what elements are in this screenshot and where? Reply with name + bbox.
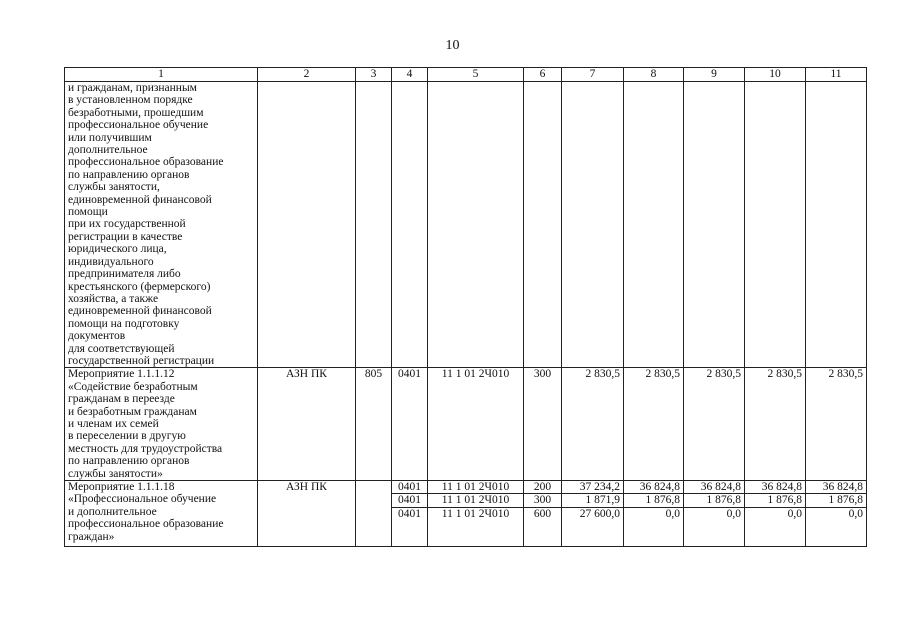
column-header: 1: [65, 68, 258, 82]
table-row-measure-1-1-1-12: [65, 368, 867, 481]
amount-cell: 2 830,5: [806, 368, 867, 481]
column-header: 5: [428, 68, 524, 82]
column-header: 11: [806, 68, 867, 82]
target-code-cell: 11 1 01 2Ч010: [428, 481, 524, 494]
description-line: или получившим: [68, 131, 152, 144]
description-line: дополнительное: [68, 144, 148, 157]
column-header: 8: [624, 68, 684, 82]
description-line: и членам их семей: [68, 417, 159, 430]
description-line: Мероприятие 1.1.1.12: [68, 368, 175, 381]
table-row-continuation: [65, 82, 867, 368]
amount-cell: 36 824,8: [806, 481, 867, 494]
amount-cell: 2 830,5: [624, 368, 684, 481]
amount-cell: 36 824,8: [624, 481, 684, 494]
table-row-measure-1-1-1-18: [65, 481, 867, 494]
amount-cell: 1 876,8: [624, 494, 684, 507]
description-line: крестьянского (фермерского): [68, 280, 211, 293]
section-code-cell: 0401: [392, 494, 428, 507]
empty-cell: [356, 82, 392, 368]
description-line: государственной регистрации: [68, 354, 215, 367]
description-line: помощи: [68, 206, 108, 219]
description-line: местность для трудоустройства: [68, 442, 223, 455]
description-line: в установленном порядке: [68, 94, 193, 107]
amount-cell: 2 830,5: [745, 368, 806, 481]
amount-cell: 1 871,9: [562, 494, 624, 507]
column-header: 3: [356, 68, 392, 82]
target-code-cell: 11 1 01 2Ч010: [428, 507, 524, 546]
measure-description: [65, 481, 258, 547]
empty-cell: [524, 82, 562, 368]
column-header: 6: [524, 68, 562, 82]
empty-cell: [684, 82, 745, 368]
empty-cell: [806, 82, 867, 368]
description-line: службы занятости»: [68, 467, 163, 480]
description-line: по направлению органов: [68, 455, 190, 468]
section-code-cell: 0401: [392, 507, 428, 546]
description-line: профессиональное образование: [68, 518, 224, 531]
agency-cell: АЗН ПК: [258, 481, 356, 547]
continuation-description: [65, 82, 258, 368]
description-line: помощи на подготовку: [68, 317, 180, 330]
description-line: при их государственной: [68, 218, 186, 231]
description-line: в переселении в другую: [68, 430, 186, 443]
budget-table: [64, 67, 867, 547]
amount-cell: 1 876,8: [684, 494, 745, 507]
measure-description: [65, 368, 258, 481]
description-line: документов: [68, 330, 126, 343]
expense-type-cell: 200: [524, 481, 562, 494]
description-line: единовременной финансовой: [68, 305, 212, 318]
amount-cell: 1 876,8: [745, 494, 806, 507]
description-line: Мероприятие 1.1.1.18: [68, 481, 175, 493]
column-header: 9: [684, 68, 745, 82]
section-code-cell: 0401: [392, 368, 428, 481]
expense-type-cell: 300: [524, 494, 562, 507]
description-line: и безработным гражданам: [68, 405, 197, 418]
amount-cell: 2 830,5: [562, 368, 624, 481]
description-line: «Профессиональное обучение: [68, 493, 217, 506]
empty-cell: [624, 82, 684, 368]
description-line: профессиональное образование: [68, 156, 224, 169]
amount-cell: 0,0: [684, 507, 745, 546]
ministry-code-cell: 805: [356, 368, 392, 481]
description-line: юридического лица,: [68, 243, 167, 256]
amount-cell: 0,0: [745, 507, 806, 546]
description-line: индивидуального: [68, 255, 154, 268]
empty-cell: [562, 82, 624, 368]
amount-cell: 0,0: [806, 507, 867, 546]
description-line: граждан»: [68, 530, 115, 543]
amount-cell: 2 830,5: [684, 368, 745, 481]
target-code-cell: 11 1 01 2Ч010: [428, 494, 524, 507]
column-header: 7: [562, 68, 624, 82]
description-line: профессиональное обучение: [68, 119, 209, 132]
expense-type-cell: 600: [524, 507, 562, 546]
description-line: безработными, прошедшим: [68, 106, 204, 119]
description-line: единовременной финансовой: [68, 193, 212, 206]
target-code-cell: 11 1 01 2Ч010: [428, 368, 524, 481]
description-line: предпринимателя либо: [68, 268, 181, 281]
description-line: регистрации в качестве: [68, 230, 183, 243]
column-header: 10: [745, 68, 806, 82]
description-line: службы занятости,: [68, 181, 160, 194]
amount-cell: 1 876,8: [806, 494, 867, 507]
description-line: «Содействие безработным: [68, 380, 198, 393]
column-header: 4: [392, 68, 428, 82]
agency-cell: АЗН ПК: [258, 368, 356, 481]
description-line: гражданам в переезде: [68, 393, 175, 406]
description-line: для соответствующей: [68, 342, 175, 355]
amount-cell: 37 234,2: [562, 481, 624, 494]
description-line: хозяйства, а также: [68, 292, 159, 305]
amount-cell: 36 824,8: [745, 481, 806, 494]
ministry-code-cell: [356, 481, 392, 547]
empty-cell: [392, 82, 428, 368]
page-number: 10: [445, 38, 460, 53]
amount-cell: 0,0: [624, 507, 684, 546]
description-line: по направлению органов: [68, 168, 190, 181]
description-line: и дополнительное: [68, 505, 157, 518]
description-line: и гражданам, признанным: [68, 82, 197, 94]
section-code-cell: 0401: [392, 481, 428, 494]
amount-cell: 36 824,8: [684, 481, 745, 494]
empty-cell: [428, 82, 524, 368]
column-numbers-row: [65, 68, 867, 82]
amount-cell: 27 600,0: [562, 507, 624, 546]
empty-cell: [258, 82, 356, 368]
empty-cell: [745, 82, 806, 368]
column-header: 2: [258, 68, 356, 82]
expense-type-cell: 300: [524, 368, 562, 481]
